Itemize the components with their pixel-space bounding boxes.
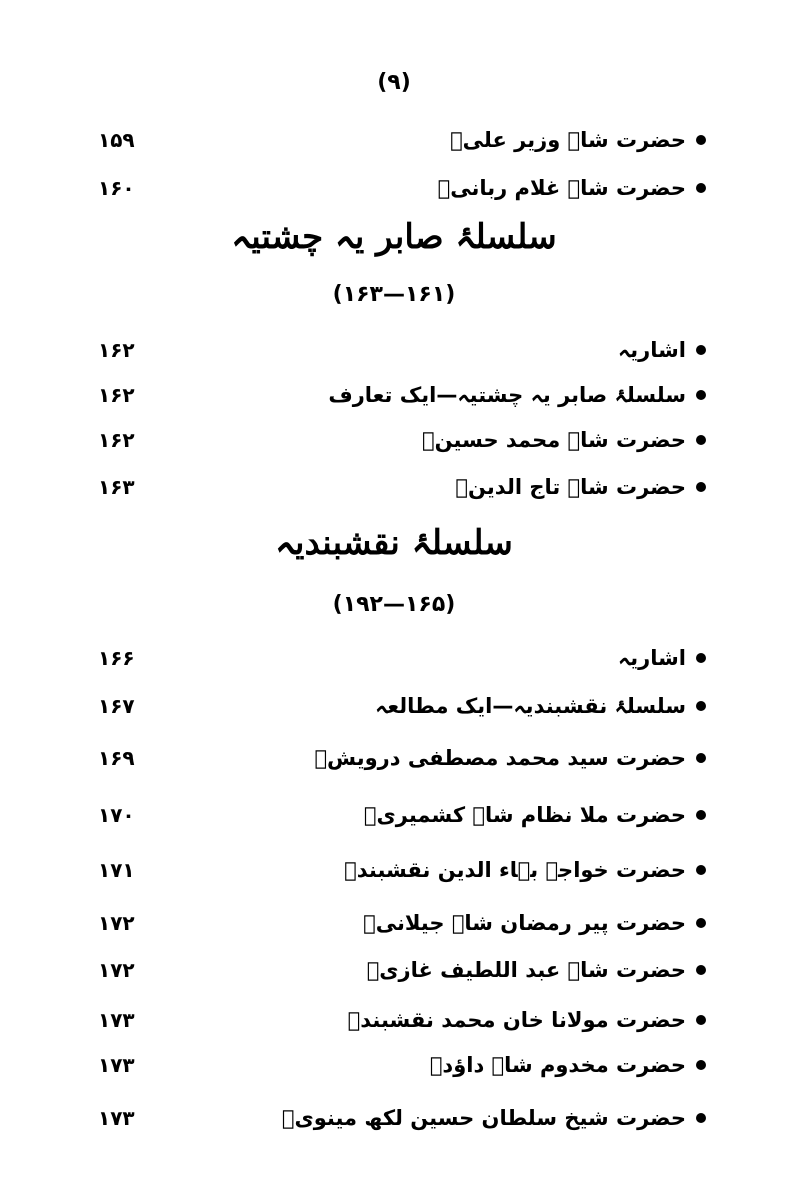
bullet-icon bbox=[696, 435, 706, 445]
toc-entry bbox=[0, 1098, 788, 1138]
section-heading: سلسلۂ صابر یہ چشتیہ bbox=[231, 217, 557, 257]
toc-entry bbox=[0, 120, 788, 160]
entry-title: اشاریہ bbox=[617, 338, 686, 362]
bullet-icon bbox=[696, 701, 706, 711]
entry-page: ۱۶۲ bbox=[98, 428, 135, 452]
entry-title-wrap bbox=[422, 420, 706, 460]
toc-entry bbox=[0, 467, 788, 507]
entry-title-wrap bbox=[618, 638, 706, 678]
toc-entry bbox=[0, 903, 788, 943]
entry-title: حضرت مولانا خان محمد نقشبندؒ bbox=[347, 1008, 686, 1032]
toc-entry bbox=[0, 686, 788, 726]
toc-entry bbox=[0, 638, 788, 678]
entry-title: اشاریہ bbox=[617, 646, 686, 670]
page-number: (۹) bbox=[377, 70, 411, 95]
entry-page: ۱۶۳ bbox=[98, 475, 135, 499]
entry-title: سلسلۂ صابر یہ چشتیہ—ایک تعارف bbox=[328, 383, 686, 407]
toc-entry bbox=[0, 795, 788, 835]
bullet-icon bbox=[696, 810, 706, 820]
entry-page: ۱۶۷ bbox=[98, 694, 135, 718]
entry-title-wrap bbox=[344, 850, 706, 890]
bullet-icon bbox=[696, 653, 706, 663]
bullet-icon bbox=[696, 753, 706, 763]
section-page-range: (۱۶۵—۱۹۲) bbox=[332, 592, 456, 617]
entry-title: سلسلۂ نقشبندیہ—ایک مطالعہ bbox=[375, 694, 686, 718]
entry-title: حضرت ملا نظام شاہ کشمیریؒ bbox=[363, 803, 686, 827]
entry-page: ۱۶۶ bbox=[98, 646, 135, 670]
entry-title: حضرت سید محمد مصطفی درویشؒ bbox=[314, 746, 686, 770]
entry-title-wrap bbox=[328, 375, 706, 415]
entry-page: ۱۷۱ bbox=[98, 858, 135, 882]
entry-title-wrap bbox=[375, 686, 706, 726]
entry-title: حضرت مخدوم شاہ داؤدؒ bbox=[429, 1053, 686, 1077]
entry-title-wrap bbox=[363, 903, 706, 943]
toc-entry bbox=[0, 1045, 788, 1085]
toc-entry bbox=[0, 420, 788, 460]
entry-title-wrap bbox=[618, 330, 706, 370]
bullet-icon bbox=[696, 865, 706, 875]
entry-title-wrap bbox=[367, 950, 706, 990]
entry-title: حضرت شاہ غلام ربانیؒ bbox=[437, 176, 686, 200]
entry-title-wrap bbox=[455, 467, 706, 507]
entry-title: حضرت پیر رمضان شاہ جیلانیؒ bbox=[363, 911, 686, 935]
entry-title-wrap bbox=[450, 120, 706, 160]
toc-entry bbox=[0, 738, 788, 778]
bullet-icon bbox=[696, 482, 706, 492]
toc-entry bbox=[0, 950, 788, 990]
entry-title: حضرت شاہ وزیر علیؒ bbox=[450, 128, 686, 152]
entry-page: ۱۷۳ bbox=[98, 1053, 135, 1077]
entry-page: ۱۶۹ bbox=[98, 746, 135, 770]
section-page-range: (۱۶۱—۱۶۳) bbox=[332, 282, 456, 307]
entry-title-wrap bbox=[314, 738, 706, 778]
bullet-icon bbox=[696, 1113, 706, 1123]
entry-page: ۱۷۳ bbox=[98, 1106, 135, 1130]
entry-title: حضرت شاہ تاج الدینؒ bbox=[455, 475, 686, 499]
bullet-icon bbox=[696, 918, 706, 928]
bullet-icon bbox=[696, 183, 706, 193]
entry-title-wrap bbox=[282, 1098, 706, 1138]
toc-entry bbox=[0, 1000, 788, 1040]
bullet-icon bbox=[696, 1015, 706, 1025]
bullet-icon bbox=[696, 390, 706, 400]
entry-page: ۱۷۰ bbox=[98, 803, 135, 827]
bullet-icon bbox=[696, 135, 706, 145]
entry-title-wrap bbox=[348, 1000, 706, 1040]
entry-page: ۱۷۲ bbox=[98, 911, 135, 935]
bullet-icon bbox=[696, 1060, 706, 1070]
entry-title-wrap bbox=[364, 795, 706, 835]
entry-title-wrap bbox=[438, 168, 706, 208]
entry-title: حضرت شاہ عبد اللطیف غازیؒ bbox=[366, 958, 686, 982]
entry-page: ۱۶۲ bbox=[98, 338, 135, 362]
entry-page: ۱۶۲ bbox=[98, 383, 135, 407]
bullet-icon bbox=[696, 345, 706, 355]
entry-title: حضرت خواجہ بہاء الدین نقشبندؒ bbox=[344, 858, 686, 882]
section-heading: سلسلۂ نقشبندیہ bbox=[275, 523, 513, 563]
entry-page: ۱۶۰ bbox=[98, 176, 135, 200]
toc-entry bbox=[0, 168, 788, 208]
toc-entry bbox=[0, 330, 788, 370]
entry-title-wrap bbox=[430, 1045, 706, 1085]
entry-page: ۱۷۳ bbox=[98, 1008, 135, 1032]
toc-entry bbox=[0, 850, 788, 890]
entry-page: ۱۵۹ bbox=[98, 128, 135, 152]
bullet-icon bbox=[696, 965, 706, 975]
entry-page: ۱۷۲ bbox=[98, 958, 135, 982]
entry-title: حضرت شاہ محمد حسینؒ bbox=[422, 428, 686, 452]
toc-entry bbox=[0, 375, 788, 415]
entry-title: حضرت شیخ سلطان حسین لکھ مینویؒ bbox=[281, 1106, 686, 1130]
